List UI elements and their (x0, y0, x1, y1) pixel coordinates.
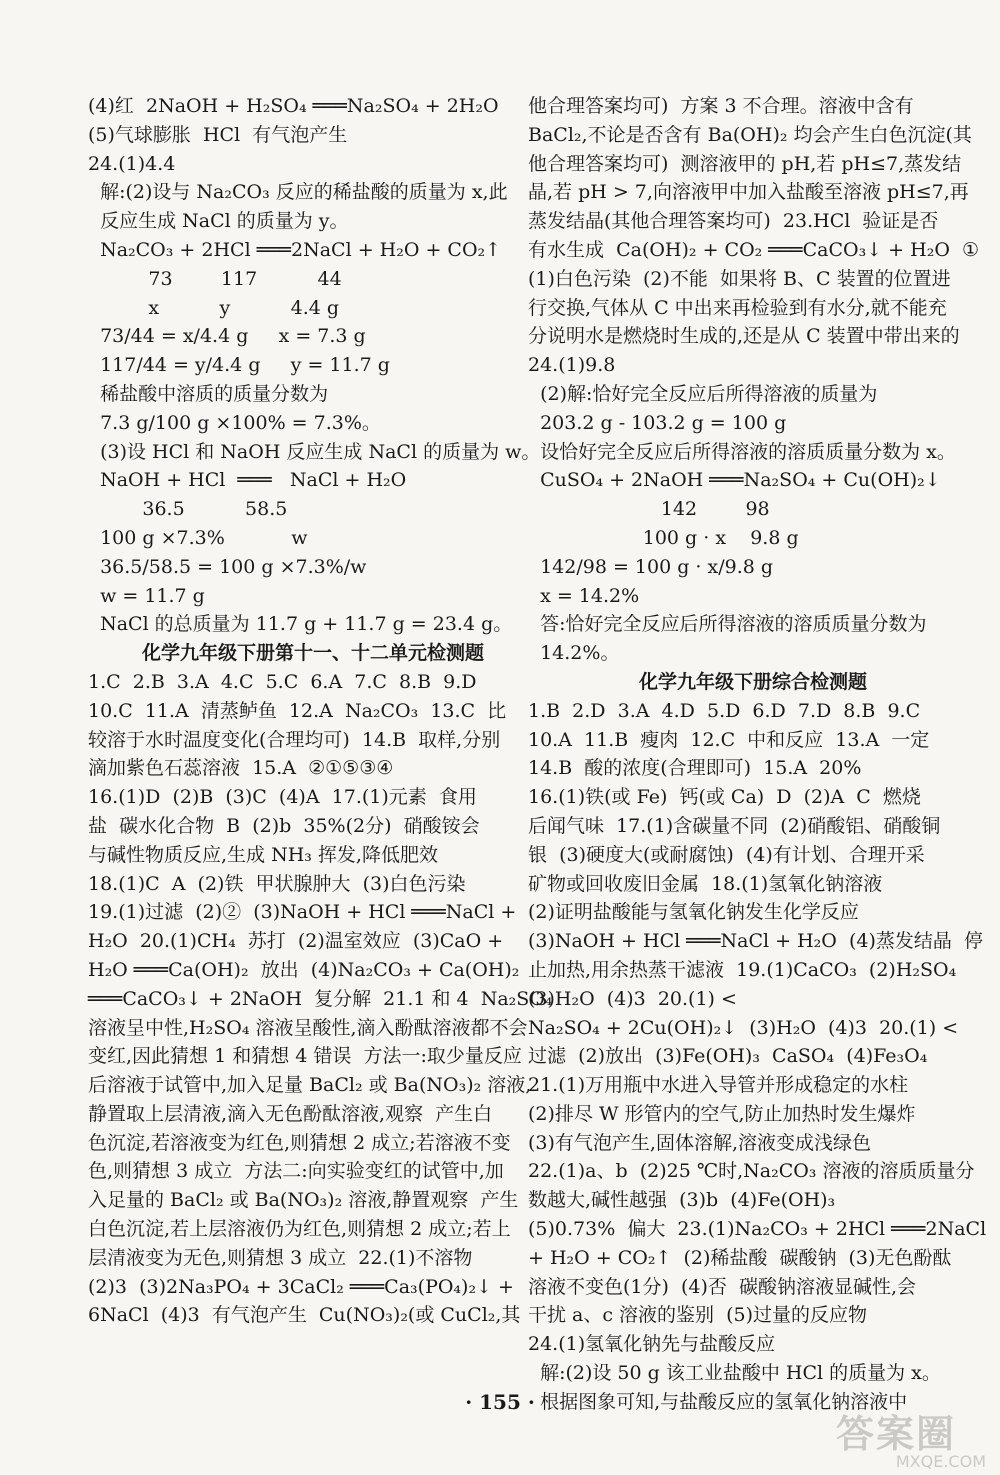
text-line: + H₂O + CO₂↑ (2)稀盐酸 碳酸钠 (3)无色酚酞 (528, 1246, 952, 1269)
text-line: (3)设 HCl 和 NaOH 反应生成 NaCl 的质量为 w。 (88, 440, 541, 463)
text-line: 色,则猜想 3 成立 方法二:向实验变红的试管中,加 (88, 1160, 504, 1183)
text-line: 反应生成 NaCl 的质量为 y。 (88, 210, 349, 233)
text-line: 溶液呈中性,H₂SO₄ 溶液呈酸性,滴入酚酞溶液都不会 (88, 1016, 528, 1039)
text-line: 73 117 44 (88, 267, 342, 290)
text-line: 色沉淀,若溶液变为红色,则猜想 2 成立;若溶液不变 (88, 1131, 511, 1154)
text-line: 盐 碳水化合物 B (2)b 35%(2分) 硝酸铵会 (88, 814, 480, 837)
text-line: 与碱性物质反应,生成 NH₃ 挥发,降低肥效 (88, 843, 438, 866)
text-line: 他合理答案均可) 方案 3 不合理。溶液中含有 (528, 95, 914, 117)
text-line: H₂O 20.(1)CH₄ 苏打 (2)温室效应 (3)CaO + (88, 930, 504, 953)
text-line: (5)气球膨胀 HCl 有气泡产生 (88, 123, 348, 146)
text-line: 73/44 = x/4.4 g x = 7.3 g (88, 325, 366, 348)
text-line: 他合理答案均可) 测溶液甲的 pH,若 pH≤7,蒸发结 (528, 152, 962, 175)
text-line: H₂O ═══Ca(OH)₂ 放出 (4)Na₂CO₃ + Ca(OH)₂ (88, 958, 520, 981)
text-line: x y 4.4 g (88, 296, 340, 319)
text-line: 10.C 11.A 清蒸鲈鱼 12.A Na₂CO₃ 13.C 比 (88, 699, 507, 722)
watermark-text: 答案圈 (836, 1412, 957, 1456)
text-line: 白色沉淀,若上层溶液仍为红色,则猜想 2 成立;若上 (88, 1218, 511, 1241)
text-line: 行交换,气体从 C 中出来再检验到有水分,就不能充 (528, 296, 947, 319)
text-line: (3)NaOH + HCl ═══NaCl + H₂O (4)蒸发结晶 停 (528, 930, 983, 953)
text-line: 变红,因此猜想 1 和猜想 4 错误 方法一:取少量反应 (88, 1045, 522, 1068)
text-line: NaOH + HCl ═══ NaCl + H₂O (88, 469, 407, 492)
text-line: 化学九年级下册综合检测题 (638, 670, 867, 693)
text-line: 有水生成 Ca(OH)₂ + CO₂ ═══CaCO₃↓ + H₂O ① (528, 238, 980, 261)
text-line: 数越大,碱性越强 (3)b (4)Fe(OH)₃ (528, 1189, 836, 1212)
text-line: Na₂CO₃ + 2HCl ═══2NaCl + H₂O + CO₂↑ (88, 238, 502, 261)
text-line: 142 98 (528, 498, 770, 521)
watermark-logo (836, 1403, 986, 1471)
text-line: 层清液变为无色,则猜想 3 成立 22.(1)不溶物 (88, 1246, 473, 1269)
text-line: 入足量的 BaCl₂ 或 Ba(NO₃)₂ 溶液,静置观察 产生 (88, 1189, 519, 1212)
text-line: 稀盐酸中溶质的质量分数为 (88, 382, 329, 405)
text-line: 蒸发结晶(其他合理答案均可) 23.HCl 验证是否 (528, 210, 939, 233)
text-line: CuSO₄ + 2NaOH ═══Na₂SO₄ + Cu(OH)₂↓ (528, 469, 941, 492)
text-line: 静置取上层清液,滴入无色酚酞溶液,观察 产生白 (88, 1102, 493, 1125)
text-line: (2)排尽 W 形管内的空气,防止加热时发生爆炸 (528, 1102, 916, 1125)
text-line: 化学九年级下册第十一、十二单元检测题 (141, 642, 484, 665)
text-line: 设恰好完全反应后所得溶液的溶质质量分数为 x。 (528, 440, 956, 463)
text-line: w = 11.7 g (88, 584, 205, 607)
text-line: 后闻气味 17.(1)含碳量不同 (2)硝酸铝、硝酸铜 (528, 814, 941, 837)
text-line: 止加热,用余热蒸干滤液 19.(1)CaCO₃ (2)H₂SO₄ (528, 958, 957, 981)
text-line: x = 14.2% (528, 584, 640, 607)
text-line: 100 g · x 9.8 g (528, 526, 799, 549)
text-line: 答:恰好完全反应后所得溶液的溶质质量分数为 (528, 613, 927, 636)
text-line: 后溶液于试管中,加入足量 BaCl₂ 或 Ba(NO₃)₂ 溶液, (88, 1074, 532, 1097)
text-line: 解:(2)设 50 g 该工业盐酸中 HCl 的质量为 x。 (528, 1362, 941, 1385)
text-line: 36.5 58.5 (88, 498, 288, 521)
text-line: (2)解:恰好完全反应后所得溶液的质量为 (528, 382, 878, 405)
text-line: 较溶于水时温度变化(合理均可) 14.B 取样,分别 (88, 728, 501, 751)
text-line: (3)H₂O (4)3 20.(1) < (528, 987, 737, 1010)
text-line: BaCl₂,不论是否含有 Ba(OH)₂ 均会产生白色沉淀(其 (528, 123, 972, 146)
text-line: 22.(1)a、b (2)25 ℃时,Na₂CO₃ 溶液的溶质质量分 (528, 1160, 975, 1183)
text-line: 10.A 11.B 瘦肉 12.C 中和反应 13.A 一定 (528, 728, 930, 751)
text-line: 24.(1)9.8 (528, 354, 616, 377)
text-line: (1)白色污染 (2)不能 如果将 B、C 装置的位置进 (528, 267, 951, 290)
text-line: 142/98 = 100 g · x/9.8 g (528, 555, 774, 578)
right-column (528, 92, 987, 1417)
text-line: 晶,若 pH > 7,向溶液甲中加入盐酸至溶液 pH≤7,再 (528, 181, 969, 204)
text-line: 24.(1)4.4 (88, 152, 176, 175)
text-line: 解:(2)设与 Na₂CO₃ 反应的稀盐酸的质量为 x,此 (88, 181, 508, 204)
text-line: 16.(1)D (2)B (3)C (4)A 17.(1)元素 食用 (88, 786, 477, 809)
text-line: 溶液不变色(1分) (4)否 碳酸钠溶液显碱性,会 (528, 1275, 917, 1298)
text-line: 203.2 g - 103.2 g = 100 g (528, 411, 787, 434)
left-column (88, 92, 553, 1330)
text-line: 19.(1)过滤 (2)② (3)NaOH + HCl ═══NaCl + (88, 901, 517, 924)
text-line: 干扰 a、c 溶液的鉴别 (5)过量的反应物 (528, 1304, 868, 1327)
text-line: 过滤 (2)放出 (3)Fe(OH)₃ CaSO₄ (4)Fe₃O₄ (528, 1045, 928, 1068)
text-line: 7.3 g/100 g ×100% = 7.3%。 (88, 411, 381, 434)
text-line: 1.C 2.B 3.A 4.C 5.C 6.A 7.C 8.B 9.D (88, 670, 477, 693)
text-line: 分说明水是燃烧时生成的,还是从 C 装置中带出来的 (528, 325, 960, 348)
text-line: 1.B 2.D 3.A 4.D 5.D 6.D 7.D 8.B 9.C (528, 699, 921, 722)
text-line: 6NaCl (4)3 有气泡产生 Cu(NO₃)₂(或 CuCl₂,其 (88, 1304, 521, 1327)
watermark-url: MXQE.COM (895, 1452, 986, 1471)
text-line: 16.(1)铁(或 Fe) 钙(或 Ca) D (2)A C 燃烧 (528, 786, 921, 809)
text-line: ═══CaCO₃↓ + 2NaOH 复分解 21.1 和 4 Na₂SO₄ (88, 987, 553, 1010)
text-line: 36.5/58.5 = 100 g ×7.3%/w (88, 555, 367, 578)
text-line: (4)红 2NaOH + H₂SO₄ ═══Na₂SO₄ + 2H₂O (88, 95, 499, 117)
text-line: (3)有气泡产生,固体溶解,溶液变成浅绿色 (528, 1131, 871, 1154)
text-line: Na₂SO₄ + 2Cu(OH)₂↓ (3)H₂O (4)3 20.(1) < (528, 1016, 959, 1039)
page-number: · 155 · (465, 1390, 535, 1414)
text-line: 矿物或回收废旧金属 18.(1)氢氧化钠溶液 (528, 872, 883, 895)
text-line: (2)证明盐酸能与氢氧化钠发生化学反应 (528, 901, 859, 924)
text-line: (2)3 (3)2Na₃PO₄ + 3CaCl₂ ═══Ca₃(PO₄)₂↓ + (88, 1275, 514, 1298)
text-line: 21.(1)万用瓶中水进入导管并形成稳定的水柱 (528, 1074, 909, 1097)
text-line: 100 g ×7.3% w (88, 526, 308, 549)
text-line: 根据图象可知,与盐酸反应的氢氧化钠溶液中 (528, 1390, 908, 1413)
text-line: 滴加紫色石蕊溶液 15.A ②①⑤③④ (88, 757, 394, 780)
text-line: 18.(1)C A (2)铁 甲状腺肿大 (3)白色污染 (88, 872, 466, 895)
text-line: (5)0.73% 偏大 23.(1)Na₂CO₃ + 2HCl ═══2NaCl (528, 1218, 987, 1241)
text-line: 14.B 酸的浓度(合理即可) 15.A 20% (528, 757, 862, 780)
text-line: 24.(1)氢氧化钠先与盐酸反应 (528, 1333, 776, 1356)
text-line: NaCl 的总质量为 11.7 g + 11.7 g = 23.4 g。 (88, 613, 513, 636)
text-line: 银 (3)硬度大(或耐腐蚀) (4)有计划、合理开采 (528, 843, 925, 866)
text-line: 117/44 = y/4.4 g y = 11.7 g (88, 354, 390, 377)
text-line: 14.2%。 (528, 642, 620, 665)
